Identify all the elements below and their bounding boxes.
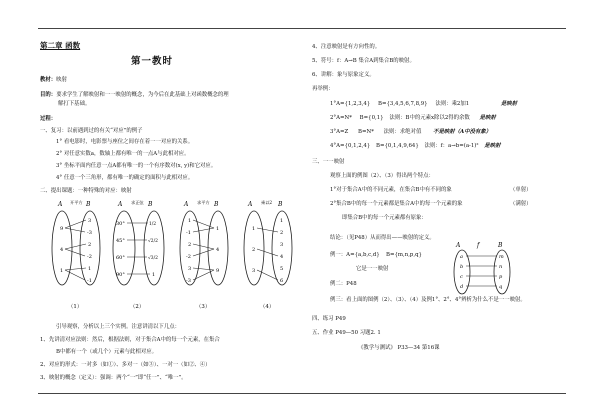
d2-set-a: A bbox=[118, 201, 123, 208]
diagram-2 bbox=[113, 199, 164, 310]
d1-a-0: 9 bbox=[60, 226, 64, 232]
m-b-1: n bbox=[499, 264, 503, 270]
footer-rule bbox=[38, 393, 566, 394]
m-a-0: a bbox=[460, 254, 463, 260]
materials-value: 映射 bbox=[56, 77, 67, 83]
example-row-4: 4°A={0,1,2,4} B={0,1,4,9,64} 法则：f：a→b=(a-1)² 是映射 bbox=[330, 143, 501, 149]
feature-2-note: 即集合B中的每一个元素都有原象： bbox=[342, 215, 427, 221]
d4-b-2: 3 bbox=[280, 242, 284, 248]
d1-caption: （1） bbox=[68, 304, 83, 310]
d3-b-0: 1 bbox=[216, 226, 220, 232]
note-1-cont: B中都有一个（或几个）元素与此相对应。 bbox=[56, 349, 157, 355]
section-topic: 二、提出课题：一种特殊的对应：映射 bbox=[40, 188, 132, 194]
example-2: 例二：P48 bbox=[330, 281, 357, 287]
d3-a-1: -1 bbox=[186, 230, 191, 236]
m-set-a: A bbox=[456, 242, 461, 249]
d4-set-a: A bbox=[248, 201, 253, 208]
d1-b-3: -2 bbox=[87, 254, 92, 260]
d1-a-2: 1 bbox=[60, 268, 64, 274]
note-1: 1、先讲清对应法则：然后，根据法则，对于集合A中的每一个元素，在集合 bbox=[40, 337, 220, 343]
example-1-note: 它是一一映射 bbox=[356, 266, 389, 272]
d1-b-0: 3 bbox=[88, 218, 92, 224]
review-item-3: 3° 坐标平面内任意一点A都有唯一的一个有序数对(x, y)和它对应。 bbox=[56, 163, 217, 169]
d1-b-1: -3 bbox=[87, 230, 92, 236]
d2-rule: 求正弦 bbox=[131, 200, 144, 205]
d4-b-1: 2 bbox=[280, 230, 284, 236]
d3-caption: （3） bbox=[196, 304, 211, 310]
d3-a-5: -3 bbox=[186, 278, 191, 284]
diagram-4 bbox=[244, 199, 292, 310]
review-item-1: 1° 看电影时，电影票与座位之间存在着一一对应的关系。 bbox=[56, 139, 194, 145]
header-rule bbox=[38, 28, 566, 29]
feature-1-tag: （单射） bbox=[510, 187, 532, 193]
d4-a-0: 1 bbox=[252, 226, 256, 232]
d2-b-1: √2/2 bbox=[148, 239, 158, 244]
m-b-2: p bbox=[499, 274, 503, 280]
d4-a-1: 2 bbox=[252, 247, 256, 253]
note-2: 2、对应的形式：一对多（如①）、多对一（如③）、一对一（如②、④） bbox=[40, 362, 211, 368]
d2-a-0: 30° bbox=[116, 221, 125, 227]
d4-b-0: 1 bbox=[280, 218, 284, 224]
d4-b-4: 5 bbox=[280, 266, 284, 272]
example-1-set-b: B={m,n,p,q} bbox=[386, 252, 422, 258]
observe-line: 观察上面的例图（2）、（3）得出两个特点： bbox=[330, 173, 434, 179]
m-a-2: c bbox=[460, 274, 463, 280]
note-5: 5、符号：f：A→B 集合A到集合B的映射。 bbox=[312, 58, 415, 64]
d4-caption: （4） bbox=[260, 304, 275, 310]
examples-intro: 再举例： bbox=[312, 86, 334, 92]
chapter-heading: 第二章 函数 bbox=[40, 41, 81, 50]
d4-rule: 乘以2 bbox=[261, 200, 273, 205]
example-3: 例三：看上面的图例（2）、（3）、（4）及例1°、2°、4°辨析为什么不是一一映射。 bbox=[330, 297, 526, 303]
d2-set-b: B bbox=[148, 201, 153, 208]
d1-a-1: 4 bbox=[60, 247, 64, 253]
d3-rule: 求平方 bbox=[197, 200, 210, 205]
d3-a-4: 3 bbox=[188, 266, 192, 272]
example-row-1: 1°A={1,2,3,4} B={3,4,5,6,7,8,9} 法则：乘2加1 是映射 bbox=[330, 101, 518, 107]
section-one-to-one: 三、一一映射 bbox=[312, 159, 345, 165]
m-b-0: m bbox=[499, 254, 504, 260]
example-1-set-a: 例一：A={a,b,c,d} bbox=[330, 252, 380, 258]
mapping-diagrams bbox=[38, 198, 298, 313]
section-review: 一、复习：以前遇到过的有关“对应”的例子 bbox=[40, 128, 143, 134]
d1-rule: 开平方 bbox=[70, 200, 83, 205]
note-intro: 引导观察，分析以上三个实例。注意讲清以下几点： bbox=[56, 324, 180, 330]
conclusion: 结论：（见P48）从而得出——映射的定义。 bbox=[330, 235, 435, 241]
goals-text-2: 解打下基础。 bbox=[58, 101, 91, 107]
m-b-3: q bbox=[499, 284, 503, 290]
example-row-2: 2°A=N* B={0,1} 法则：B中的元素x除以2得的余数 是映射 bbox=[330, 115, 496, 121]
d3-b-1: 4 bbox=[216, 247, 220, 253]
note-6: 6、讲解：象与原象定义。 bbox=[312, 72, 375, 78]
d3-a-0: 1 bbox=[188, 218, 192, 224]
d3-set-b: B bbox=[214, 201, 219, 208]
feature-1: 1°对于集合A中的不同元素，在集合B中有不同的象 bbox=[330, 187, 452, 193]
one-to-one-diagram bbox=[452, 240, 522, 300]
materials-label: 教材： bbox=[40, 77, 57, 83]
d2-caption: （2） bbox=[130, 304, 145, 310]
goals-label: 目的： bbox=[40, 92, 57, 98]
diagram-1 bbox=[52, 199, 100, 310]
d3-set-a: A bbox=[184, 201, 189, 208]
m-set-b: B bbox=[498, 242, 503, 249]
d4-b-3: 4 bbox=[280, 254, 284, 260]
homework-book: 《教学与测试》 P33—34 第16课 bbox=[358, 345, 440, 351]
d2-a-1: 45° bbox=[116, 238, 125, 244]
d2-b-2: √3/2 bbox=[148, 256, 158, 261]
d2-a-3: 90° bbox=[116, 272, 125, 278]
example-row-3: 3°A=Z B=N* 法则：求绝对值 不是映射（A中没有象） bbox=[330, 129, 492, 135]
section-homework: 五、作业 P49—50 习题2. 1 bbox=[312, 330, 381, 336]
review-item-2: 2° 对任意实数a，数轴上都有唯一的一点A与此相对应。 bbox=[56, 151, 190, 157]
note-4: 4、注意映射是有方向性的。 bbox=[312, 44, 381, 50]
m-a-3: d bbox=[460, 284, 464, 290]
diagram-3 bbox=[180, 199, 228, 310]
d2-b-3: 1 bbox=[152, 272, 156, 278]
d4-b-5: 6 bbox=[280, 278, 284, 284]
process-label: 过程： bbox=[40, 116, 57, 122]
d2-b-0: 1/2 bbox=[149, 222, 157, 227]
page-title: 第一教时 bbox=[131, 56, 174, 67]
d1-b-4: 1 bbox=[88, 266, 92, 272]
note-3: 3、映射的概念（定义）：强调：两个“一”即“任一”、“唯一”。 bbox=[40, 375, 187, 381]
goals-text-1: 要求学生了解映射和一一映射的概念，为今后在此基础上对函数概念的理 bbox=[56, 92, 229, 98]
d4-a-2: 3 bbox=[252, 268, 256, 274]
d4-set-b: B bbox=[278, 201, 283, 208]
d1-set-a: A bbox=[58, 201, 63, 208]
d3-b-2: 9 bbox=[216, 268, 220, 274]
d1-set-b: B bbox=[86, 201, 91, 208]
d3-a-3: -2 bbox=[186, 254, 191, 260]
d2-a-2: 60° bbox=[116, 255, 125, 261]
review-item-4: 4° 任意一个三角形，都有唯一的确定的面积与此相对应。 bbox=[56, 175, 194, 181]
materials-line bbox=[40, 77, 67, 83]
d1-b-5: -1 bbox=[87, 278, 92, 284]
goals-line bbox=[40, 92, 229, 98]
feature-2-tag: （满射） bbox=[510, 201, 532, 207]
d1-b-2: 2 bbox=[88, 242, 92, 248]
m-rule: f bbox=[477, 242, 480, 249]
d3-a-2: 2 bbox=[188, 242, 192, 248]
section-exercise: 四、练习 P49 bbox=[312, 316, 346, 322]
m-a-1: b bbox=[460, 264, 464, 270]
feature-2: 2°集合B中的每一个元素都是集合A中的每一个元素的象 bbox=[330, 201, 463, 207]
